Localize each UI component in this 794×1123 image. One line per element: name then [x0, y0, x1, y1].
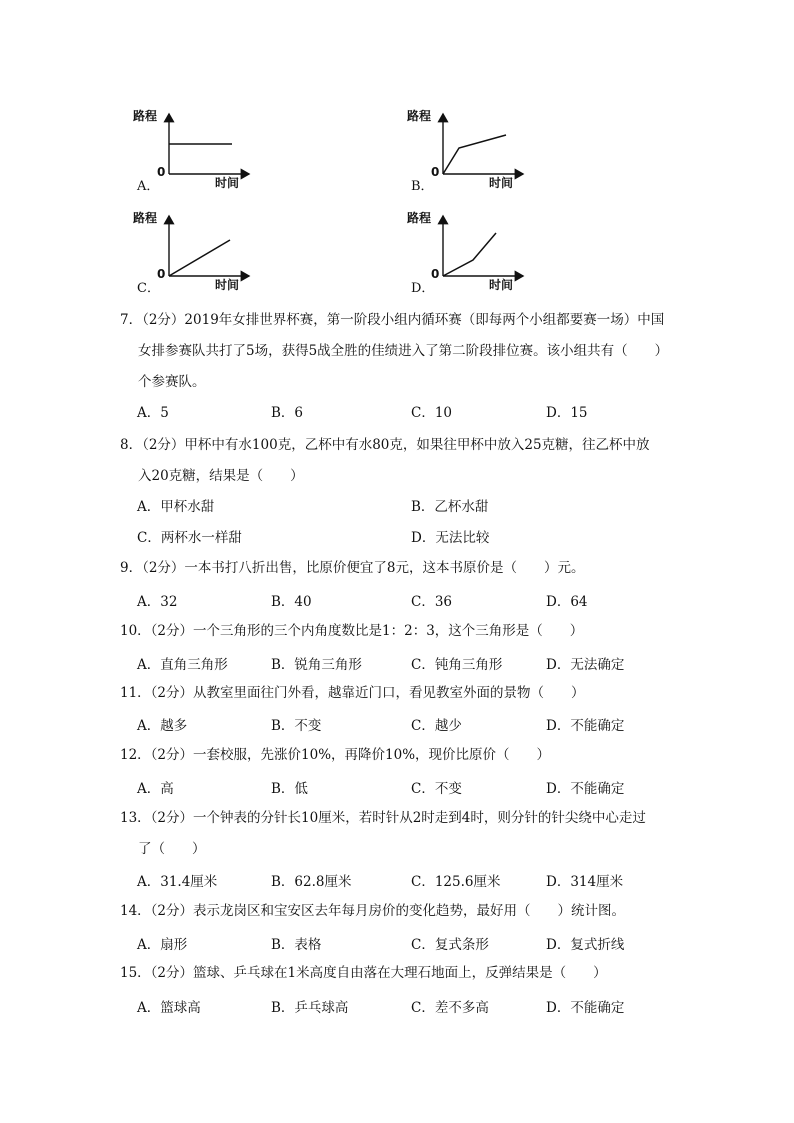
answer-option-a[interactable]: A．越多 — [137, 718, 188, 734]
question-text-line: 10．（2分）一个三角形的三个内角度数比是1：2：3，这个三角形是（ ） — [120, 623, 584, 639]
answer-option-b[interactable]: B．6 — [271, 405, 304, 421]
x-axis-label: 时间 — [489, 278, 514, 292]
question-14 — [120, 896, 680, 927]
x-axis-label: 时间 — [489, 176, 514, 190]
question-text-line: 女排参赛队共打了5场，获得5战全胜的佳绩进入了第二阶段排位赛。该小组共有（ ） — [138, 343, 669, 359]
answer-option-c[interactable]: C．不变 — [411, 781, 462, 797]
answer-option-c[interactable]: C．复式条形 — [411, 937, 489, 953]
question-7 — [120, 305, 680, 398]
answer-option-d[interactable]: D．不能确定 — [546, 1000, 625, 1016]
answer-option-a[interactable]: A．篮球高 — [137, 1000, 201, 1016]
answer-option-d[interactable]: D．314厘米 — [546, 874, 624, 890]
answer-option-b[interactable]: B．乙杯水甜 — [411, 499, 489, 515]
question-12 — [120, 740, 680, 771]
x-axis-label: 时间 — [215, 278, 240, 292]
question-text-line: 15．（2分）篮球、乒乓球在1米高度自由落在大理石地面上，反弹结果是（ ） — [120, 965, 607, 981]
question-text-line: 13．（2分）一个钟表的分针长10厘米，若时针从2时走到4时，则分针的针尖绕中心走过 — [120, 810, 646, 826]
question-9 — [120, 553, 680, 584]
option-letter[interactable]: C． — [137, 281, 160, 296]
answer-option-c[interactable]: C．两杯水一样甜 — [137, 530, 242, 546]
answer-option-b[interactable]: B．表格 — [271, 937, 322, 953]
question-text-line: 9．（2分）一本书打八折出售，比原价便宜了8元，这本书原价是（ ）元。 — [120, 560, 585, 576]
answer-option-d[interactable]: D．不能确定 — [546, 781, 625, 797]
answer-option-b[interactable]: B．不变 — [271, 718, 322, 734]
answer-option-b[interactable]: B．锐角三角形 — [271, 657, 362, 673]
question-text-line: 14．（2分）表示龙岗区和宝安区去年每月房价的变化趋势，最好用（ ）统计图。 — [120, 903, 626, 919]
y-axis-label: 路程 — [407, 109, 432, 123]
origin-label: 0 — [157, 267, 166, 281]
answer-option-b[interactable]: B．62.8厘米 — [271, 874, 352, 890]
answer-option-b[interactable]: B．乒乓球高 — [271, 1000, 349, 1016]
option-letter[interactable]: A． — [137, 179, 160, 194]
question-text-line: 7．（2分）2019年女排世界杯赛，第一阶段小组内循环赛（即每两个小组都要赛一场）中国 — [120, 312, 665, 328]
answer-option-d[interactable]: D．复式折线 — [546, 937, 625, 953]
question-text-line: 了（ ） — [138, 841, 206, 857]
answer-option-a[interactable]: A．31.4厘米 — [137, 874, 218, 890]
origin-label: 0 — [431, 267, 440, 281]
graph-option-d — [407, 208, 551, 298]
answer-option-a[interactable]: A．甲杯水甜 — [137, 499, 215, 515]
answer-option-d[interactable]: D．无法比较 — [411, 530, 490, 546]
answer-option-c[interactable]: C．差不多高 — [411, 1000, 489, 1016]
answer-option-d[interactable]: D．不能确定 — [546, 718, 625, 734]
option-letter[interactable]: B． — [411, 179, 434, 194]
y-axis-label: 路程 — [133, 109, 158, 123]
y-axis-label: 路程 — [407, 211, 432, 225]
answer-option-c[interactable]: C．钝角三角形 — [411, 657, 503, 673]
x-axis-label: 时间 — [215, 176, 240, 190]
graph-line — [443, 233, 496, 276]
origin-label: 0 — [157, 165, 166, 179]
answer-option-c[interactable]: C．125.6厘米 — [411, 874, 501, 890]
answer-option-b[interactable]: B．40 — [271, 594, 312, 610]
question-text-line: 8．（2分）甲杯中有水100克，乙杯中有水80克，如果往甲杯中放入25克糖，往乙杯中放 — [120, 437, 650, 453]
answer-option-a[interactable]: A．直角三角形 — [137, 657, 228, 673]
answer-option-a[interactable]: A．扇形 — [137, 937, 188, 953]
answer-option-d[interactable]: D．15 — [546, 405, 588, 421]
question-text-line: 12．（2分）一套校服，先涨价10%，再降价10%，现价比原价（ ） — [120, 747, 551, 763]
option-letter[interactable]: D． — [411, 281, 435, 296]
question-text-line: 入20克糖，结果是（ ） — [138, 468, 304, 484]
graph-option-a — [133, 106, 277, 196]
answer-option-c[interactable]: C．越少 — [411, 718, 462, 734]
question-text-line: 11．（2分）从教室里面往门外看，越靠近门口，看见教室外面的景物（ ） — [120, 685, 585, 701]
question-11 — [120, 678, 680, 709]
answer-option-c[interactable]: C．10 — [411, 405, 453, 421]
answer-option-a[interactable]: A．高 — [137, 781, 174, 797]
question-10 — [120, 616, 680, 647]
question-text-line: 个参赛队。 — [138, 374, 206, 390]
answer-option-d[interactable]: D．无法确定 — [546, 657, 625, 673]
answer-option-b[interactable]: B．低 — [271, 781, 308, 797]
origin-label: 0 — [431, 165, 440, 179]
question-15 — [120, 958, 680, 989]
question-13 — [120, 803, 680, 865]
graph-option-c — [133, 208, 277, 298]
graph-option-b — [407, 106, 551, 196]
answer-option-a[interactable]: A．5 — [137, 405, 169, 421]
y-axis-label: 路程 — [133, 211, 158, 225]
answer-option-a[interactable]: A．32 — [137, 594, 178, 610]
graph-line — [169, 240, 230, 276]
answer-option-d[interactable]: D．64 — [546, 594, 588, 610]
graph-line — [443, 135, 506, 174]
question-8 — [120, 430, 680, 492]
answer-option-c[interactable]: C．36 — [411, 594, 453, 610]
